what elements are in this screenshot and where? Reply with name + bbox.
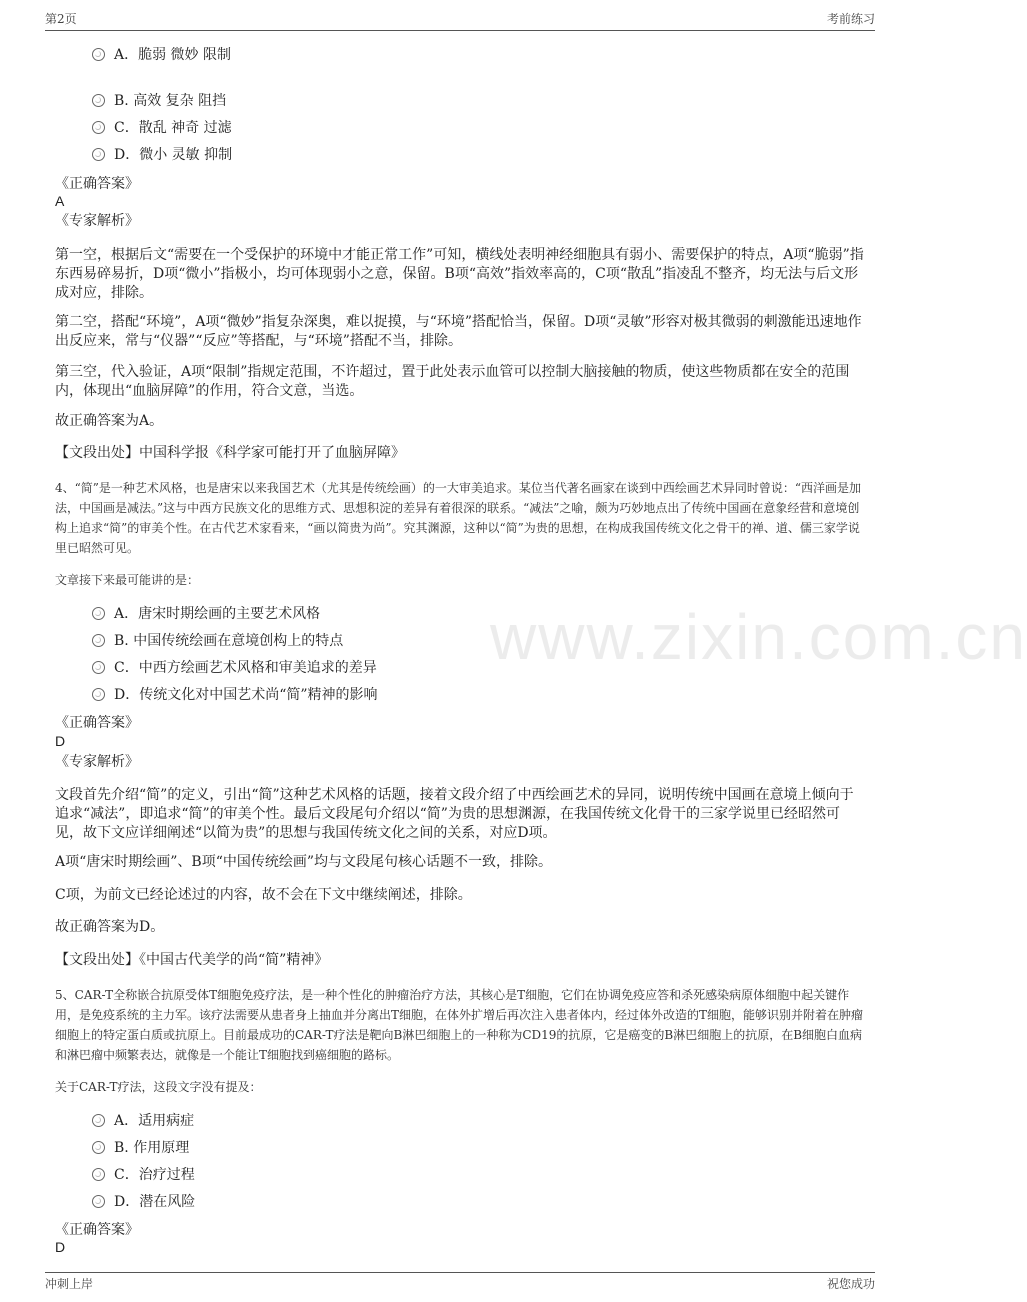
q5-option-a[interactable]: A．适用病症 xyxy=(92,1111,194,1131)
radio-icon[interactable] xyxy=(92,688,105,701)
header-title: 考前练习 xyxy=(826,12,875,26)
q4-option-a[interactable]: A．唐宋时期绘画的主要艺术风格 xyxy=(92,604,320,624)
radio-icon[interactable] xyxy=(92,1195,105,1208)
q5-prompt: 关于CAR-T疗法，这段文字没有提及： xyxy=(55,1080,262,1094)
q3-answer-label: 《正确答案》 xyxy=(55,176,139,192)
radio-icon[interactable] xyxy=(92,1141,105,1154)
q4-analysis-conclusion: 故正确答案为D。 xyxy=(55,919,165,935)
q4-option-c[interactable]: C．中西方绘画艺术风格和审美追求的差异 xyxy=(92,658,377,678)
q5-option-d[interactable]: D．潜在风险 xyxy=(92,1192,195,1212)
q4-analysis-label: 《专家解析》 xyxy=(55,754,139,770)
q3-option-a[interactable]: A．脆弱 微妙 限制 xyxy=(92,45,231,65)
q5-answer: D xyxy=(55,1239,66,1255)
page-footer xyxy=(45,1272,875,1297)
q4-stem: 4、“简”是一种艺术风格，也是唐宋以来我国艺术（尤其是传统绘画）的一大审美追求。某位当代著名画家在谈到中西绘画艺术异同时曾说：“西洋画是加法，中国画是减法。”这与中西方民族文化的思维方式、思想积淀的差异有着很深的联系。“减法”之喻，颇为巧妙地点出了传统中国画在意象经营和意境创构上追求“简”的审美个性。在古代艺术家看来，“画以简贵为尚”。究其渊源，这种以“简”为贵的思想，在构成我国传统文化之骨干的禅、道、儒三家学说里已昭然可见。 xyxy=(55,481,862,555)
q3-analysis-label: 《专家解析》 xyxy=(55,213,139,229)
watermark: www.zixin.com.cn xyxy=(490,601,1027,673)
q3-source: 【文段出处】中国科学报《科学家可能打开了血脑屏障》 xyxy=(55,445,405,461)
footer-left-text: 冲刺上岸 xyxy=(45,1277,94,1291)
q4-prompt: 文章接下来最可能讲的是： xyxy=(55,573,200,587)
q4-analysis-paragraph: A项“唐宋时期绘画”、B项“中国传统绘画”均与文段尾句核心话题不一致，排除。 xyxy=(55,854,553,870)
q3-analysis-conclusion: 故正确答案为A。 xyxy=(55,413,164,429)
q3-analysis-paragraph: 第二空，搭配“环境”，A项“微妙”指复杂深奥，难以捉摸，与“环境”搭配恰当，保留。D项“灵敏”形容对极其微弱的刺激能迅速地作出反应来，常与“仪器”“反应”等搭配，与“环境”搭配不当，排除。 xyxy=(55,314,862,349)
q4-option-d[interactable]: D．传统文化对中国艺术尚“简”精神的影响 xyxy=(92,685,378,705)
q4-answer: D xyxy=(55,733,66,749)
radio-icon[interactable] xyxy=(92,661,105,674)
q5-option-b[interactable]: B. 作用原理 xyxy=(92,1138,189,1158)
q3-option-d[interactable]: D．微小 灵敏 抑制 xyxy=(92,145,232,165)
q5-option-c[interactable]: C．治疗过程 xyxy=(92,1165,195,1185)
page-header xyxy=(45,10,875,31)
radio-icon[interactable] xyxy=(92,634,105,647)
radio-icon[interactable] xyxy=(92,94,105,107)
radio-icon[interactable] xyxy=(92,1114,105,1127)
radio-icon[interactable] xyxy=(92,607,105,620)
radio-icon[interactable] xyxy=(92,121,105,134)
q3-option-c[interactable]: C．散乱 神奇 过滤 xyxy=(92,118,232,138)
q5-stem: 5、CAR-T全称嵌合抗原受体T细胞免疫疗法，是一种个性化的肿瘤治疗方法，其核心是T细胞，它们在协调免疫应答和杀死感染病原体细胞中起关键作用，是免疫系统的主力军。该疗法需要从患者身上抽血并分离出T细胞，在体外扩增后再次注入患者体内，经过体外改造的T细胞，能够识别并附着在肿瘤细胞上的特定蛋白质或抗原上。目前最成功的CAR-T疗法是靶向B淋巴细胞上的一种称为CD19的抗原，它是癌变的B淋巴细胞上的抗原，在B细胞白血病和淋巴瘤中频繁表达，就像是一个能让T细胞找到癌细胞的路标。 xyxy=(55,988,864,1062)
footer-right-text: 祝您成功 xyxy=(826,1277,875,1291)
q3-analysis-paragraph: 第三空，代入验证，A项“限制”指规定范围，不许超过，置于此处表示血管可以控制大脑接触的物质，使这些物质都在安全的范围内，体现出“血脑屏障”的作用，符合文意，当选。 xyxy=(55,364,850,399)
q4-source: 【文段出处】《中国古代美学的尚“简”精神》 xyxy=(55,952,329,968)
page-number: 第2页 xyxy=(45,12,77,26)
radio-icon[interactable] xyxy=(92,48,105,61)
q4-analysis-paragraph: 文段首先介绍“简”的定义，引出“简”这种艺术风格的话题，接着文段介绍了中西绘画艺术的异同，说明传统中国画在意境上倾向于追求“减法”，即追求“简”的审美个性。最后文段尾句介绍以“简”为贵的思想渊源，在我国传统文化骨干的三家学说里已经昭然可见，故下文应详细阐述“以简为贵”的思想与我国传统文化之间的关系，对应D项。 xyxy=(55,787,854,841)
q4-analysis-paragraph: C项，为前文已经论述过的内容，故不会在下文中继续阐述，排除。 xyxy=(55,887,472,903)
q3-analysis-paragraph: 第一空，根据后文“需要在一个受保护的环境中才能正常工作”可知，横线处表明神经细胞具有弱小、需要保护的特点，A项“脆弱”指东西易碎易折，D项“微小”指极小，均可体现弱小之意，保留。B项“高效”指效率高的，C项“散乱”指凌乱不整齐，均无法与后文形成对应，排除。 xyxy=(55,247,864,301)
radio-icon[interactable] xyxy=(92,1168,105,1181)
radio-icon[interactable] xyxy=(92,148,105,161)
q4-answer-label: 《正确答案》 xyxy=(55,715,139,731)
q4-option-b[interactable]: B. 中国传统绘画在意境创构上的特点 xyxy=(92,631,343,651)
q3-answer: A xyxy=(55,193,65,209)
q3-option-b[interactable]: B. 高效 复杂 阻挡 xyxy=(92,91,226,111)
q5-answer-label: 《正确答案》 xyxy=(55,1222,139,1238)
